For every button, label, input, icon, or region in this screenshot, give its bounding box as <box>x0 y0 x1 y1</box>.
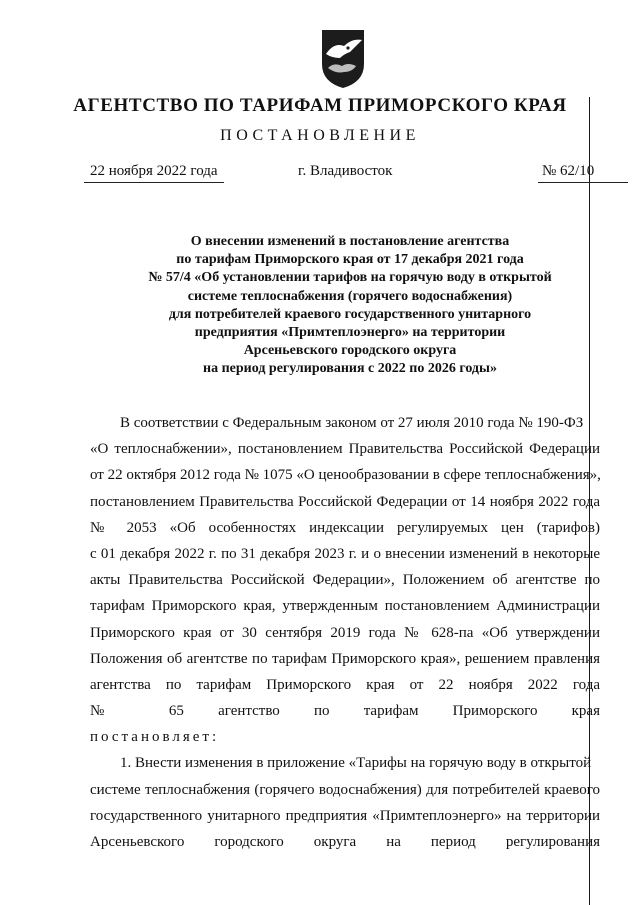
body-line: № 65 агентство по тарифам Приморского края <box>90 703 600 720</box>
document-type: ПОСТАНОВЛЕНИЕ <box>220 127 420 144</box>
body-line: агентства по тарифам Приморского края от 22 ноября 2022 года <box>90 676 600 693</box>
body-line: Положения об агентстве по тарифам Приморского края», решением правления <box>90 650 600 667</box>
body-line: Арсеньевского городского округа на период регулирования <box>90 834 600 850</box>
coat-of-arms-emblem-icon <box>318 28 368 90</box>
document-body <box>90 410 600 855</box>
title-line: на период регулирования с 2022 по 2026 годы» <box>203 361 497 377</box>
body-line: В соответствии с Федеральным законом от 27 июля 2010 года № 190-ФЗ <box>120 415 584 431</box>
body-line: Приморского края от 30 сентября 2019 года № 628-па «Об утверждении <box>90 624 600 641</box>
body-line: постановлением Правительства Российской Федерации от 14 ноября 2022 года <box>90 493 600 510</box>
title-line: системе теплоснабжения (горячего водоснабжения) <box>187 288 513 304</box>
document-date: 22 ноября 2022 года <box>90 163 218 179</box>
body-line: государственного унитарного предприятия «Примтеплоэнерго» на территории <box>90 807 600 824</box>
title-line: № 57/4 «Об установлении тарифов на горячую воду в открытой <box>148 270 552 286</box>
date-underline <box>84 182 224 183</box>
body-line: системе теплоснабжения (горячего водоснабжения) для потребителей краевого <box>90 781 600 798</box>
title-line: для потребителей краевого государственного унитарного <box>168 306 532 322</box>
body-line: от 22 октября 2012 года № 1075 «О ценообразовании в сфере теплоснабжения», <box>90 467 601 484</box>
agency-name: АГЕНТСТВО ПО ТАРИФАМ ПРИМОРСКОГО КРАЯ <box>73 95 567 116</box>
title-line: О внесении изменений в постановление агентства <box>190 234 510 249</box>
document-city: г. Владивосток <box>298 163 393 179</box>
number-underline <box>538 182 628 183</box>
body-line: с 01 декабря 2022 г. по 31 декабря 2023 г. и о внесении изменений в некоторые <box>90 545 600 562</box>
body-line: «О теплоснабжении», постановлением Правительства Российской Федерации <box>90 441 600 458</box>
body-line: 1. Внести изменения в приложение «Тарифы на горячую воду в открытой <box>120 755 592 772</box>
body-line: тарифам Приморского края, утвержденным постановлением Администрации <box>90 598 600 615</box>
body-line: акты Правительства Российской Федерации», Положением об агентстве по <box>90 572 600 589</box>
document-title <box>100 233 600 379</box>
document-number: № 62/10 <box>542 163 595 179</box>
title-line: предприятия «Примтеплоэнерго» на территории <box>194 325 506 341</box>
title-line: Арсеньевского городского округа <box>243 343 457 359</box>
title-line: по тарифам Приморского края от 17 декабря 2021 года <box>176 252 524 268</box>
body-line: № 2053 «Об особенностях индексации регулируемых цен (тарифов) <box>90 519 600 536</box>
body-line-resolves: постановляет: <box>90 729 220 746</box>
